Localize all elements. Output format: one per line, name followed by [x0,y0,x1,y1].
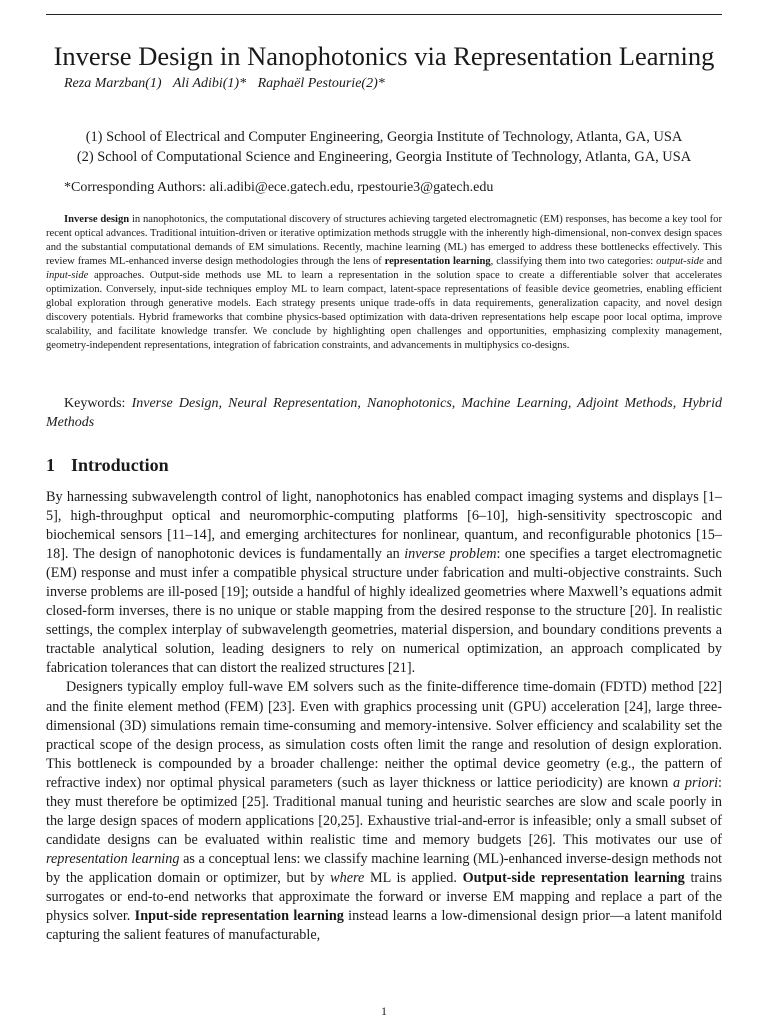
intro-paragraph-2: Designers typically employ full-wave EM solvers such as the finite-difference time-domain (FDTD) method [22] and the finite element method (FEM) [23]. Even with graphics processing unit (GPU) acceleration [24], large three-dimensional (3D) simulations remain time-consuming and memory-intensive. Solver efficiency and scalability set the practical scope of the design process, as simulation costs often limit the range and resolution of design exploration. This bottleneck is compounded by a broader challenge: neither the optimal device geometry (e.g., the pattern of refractive index) nor optimal physical parameters (such as layer thickness or lattice periodicity) are known a priori: they must therefore be optimized [25]. Traditional manual tuning and heuristic searches are slow and scale poorly in the large design spaces of modern applications [20,25]. Exhaustive trial-and-error is infeasible; only a small subset of candidate designs can be evaluated within realistic time and memory budgets [26]. This motivates our use of representation learning as a conceptual lens: we classify machine learning (ML)-enhanced inverse-design methods not by the application domain or optimizer, but by where ML is applied. Output-side representation learning trains surrogates or end-to-end networks that approximate the forward or inverse EM mapping and replace a part of the physics solver. Input-side representation learning instead learns a low-dimensional design prior—a latent manifold capturing the salient features of manufacturable, [46,679,723,944]
page-number: 1 [381,1004,387,1018]
abstract-bold-term: representation learning [384,256,491,268]
corresponding-authors: *Corresponding Authors: ali.adibi@ece.gatech.edu, rpestourie3@gatech.edu [64,180,494,195]
keywords-label: Keywords: [64,396,132,411]
keywords [46,394,722,432]
affiliations [46,127,722,167]
top-rule [46,14,722,15]
author-2: Ali Adibi(1)* [172,76,247,91]
author-1: Reza Marzban(1) [64,76,162,91]
affiliation-1: (1) School of Electrical and Computer Engineering, Georgia Institute of Technology, Atlanta, GA, USA [85,129,683,145]
section-title: Introduction [71,455,169,475]
abstract [46,213,722,353]
section-heading [46,455,169,476]
section-number: 1 [46,455,55,475]
paper-title: Inverse Design in Nanophotonics via Representation Learning [53,41,715,71]
abstract-lead: Inverse design [64,214,130,225]
affiliation-2: (2) School of Computational Science and Engineering, Georgia Institute of Technology, Atlanta, GA, USA [76,149,692,165]
keywords-list: Inverse Design, Neural Representation, Nanophotonics, Machine Learning, Adjoint Methods, Hybrid Methods [46,396,723,430]
author-3: Raphaël Pestourie(2)* [257,76,385,91]
introduction-body [46,488,722,945]
intro-paragraph-1: By harnessing subwavelength control of light, nanophotonics has enabled compact imaging systems and displays [1–5], high-throughput optical and neuromorphic-computing platforms [6–10], high-sensitivity spectroscopic and biochemical sensors [11–14], and emerging architectures for nonlinear, quantum, and reconfigurable photonics [15–18]. The design of nanophotonic devices is fundamentally an inverse problem: one specifies a target electromagnetic (EM) response and must infer a compatible physical structure under fabrication and multi-objective constraints. Such inverse problems are ill-posed [19]; outside a handful of highly idealized geometries where Maxwell’s equations admit closed-form inverses, there is no unique or stable mapping from the desired response to the structure [20]. In realistic settings, the complex interplay of subwavelength geometries, material dispersion, and boundary conditions prevents a tractable analytical solution, leading designers to rely on numerical optimization, an approach complicated by fabrication tolerances that can distort the realized structures [21]. [46,489,722,677]
author-list [64,76,393,92]
abstract-paragraph: Inverse design in nanophotonics, the computational discovery of structures achieving targeted electromagnetic (EM) responses, has become a key tool for recent optical advances. Traditional intuition-driven or iterative optimization methods struggle with the inherently high-dimensional, non-convex design spaces and the substantial computational demands of EM simulations. Recently, machine learning (ML) has emerged to address these bottlenecks effectively. This review frames ML-enhanced inverse design methodologies through the lens of representation learning, classifying them into two categories: output-side and input-side approaches. Output-side methods use ML to learn a representation in the solution space to create a differentiable solver that accelerates optimization. Conversely, input-side techniques employ ML to learn compact, latent-space representations of feasible device geometries, enabling efficient global exploration through generative models. Each strategy presents unique trade-offs in data requirements, generalization capacity, and novel design discovery potentials. Hybrid frameworks that combine physics-based optimization with data-driven representations help escape poor local optima, improve scalability, and facilitate knowledge transfer. We conclude by highlighting open challenges and opportunities, emphasizing complexity management, geometry-independent representations, integration of fabrication constraints, and advancements in multiphysics co-designs. [46,214,722,352]
